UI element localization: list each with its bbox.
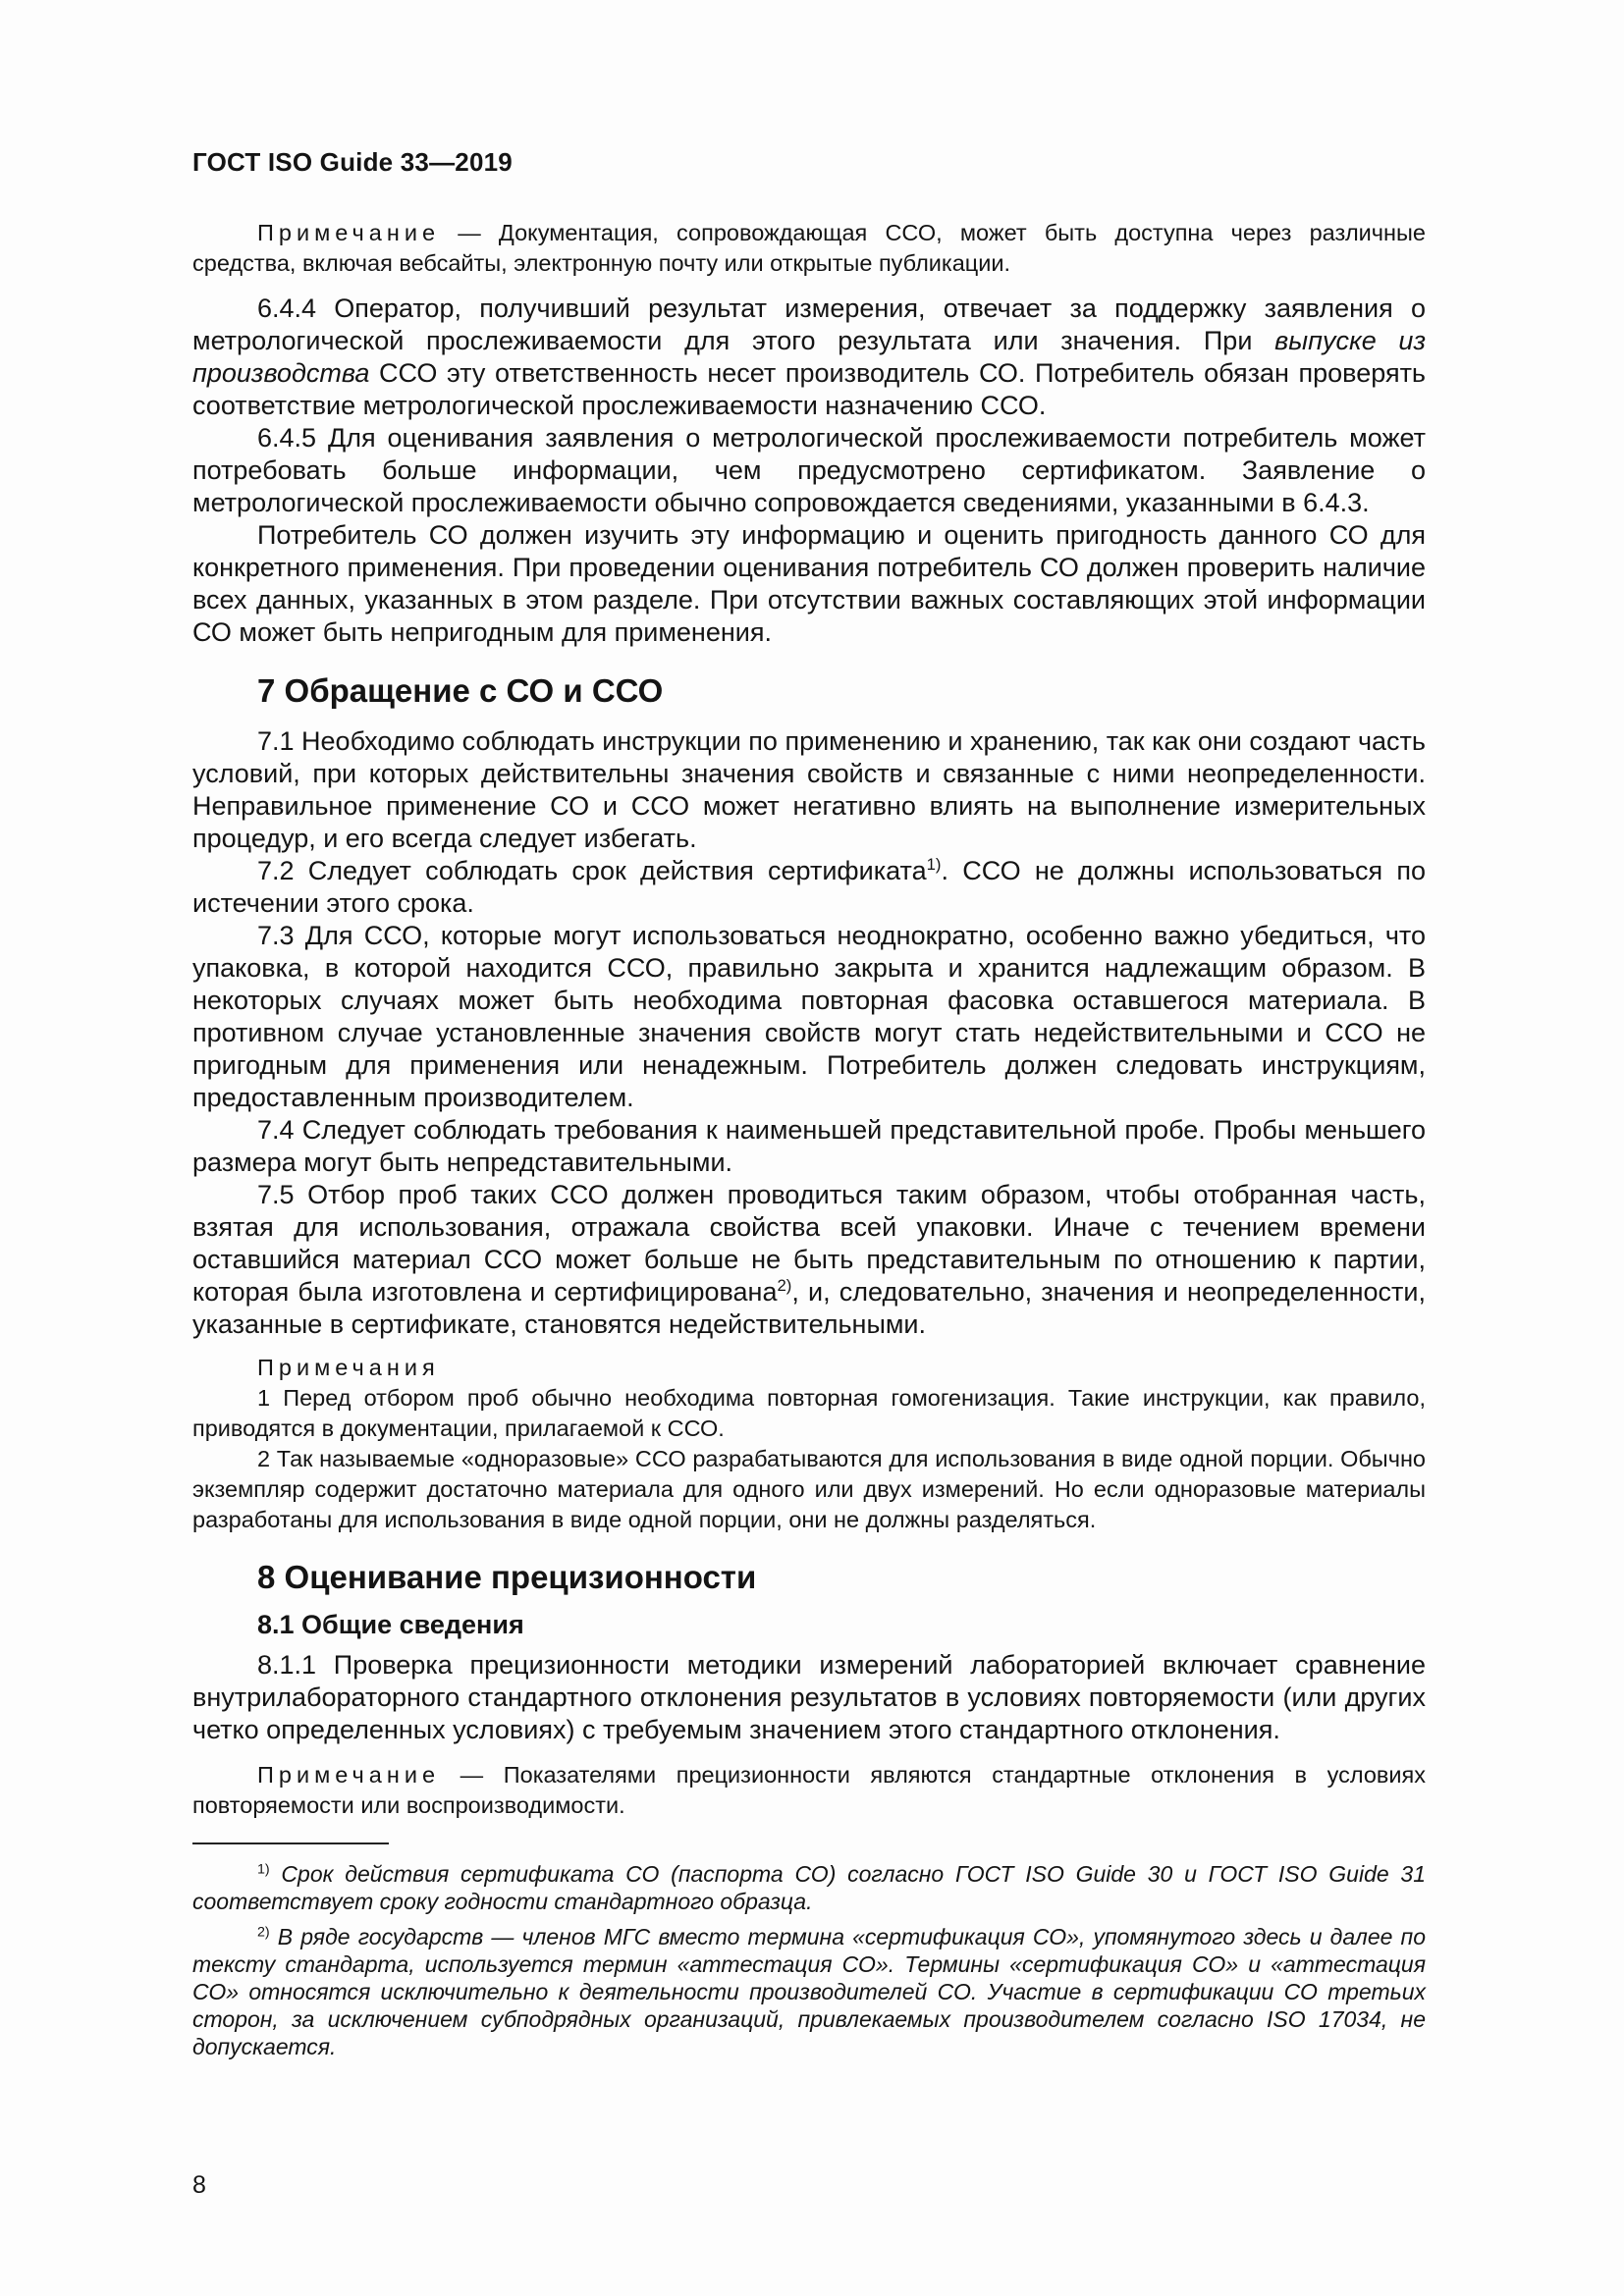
- emphasis-text: выпуске из производства: [192, 326, 1426, 388]
- footnote-mark-1: 1): [257, 1861, 270, 1878]
- paragraph-7-5: 7.5 Отбор проб таких ССО должен проводиться таким образом, чтобы отобранная часть, взятая для использования, отражала свойства всей упаковки. Иначе с течением времени оставшийся материал ССО может больше не быть представительным по отношению к партии, которая была изготовлена и сертифицирована$^{2)}$, и, следовательно, значения и неопределенности, указанные в сертификате, становятся недействительными.: [192, 1180, 1426, 1339]
- footnote-1: $^{1)}$ Срок действия сертификата СО (паспорта СО) согласно ГОСТ ISO Guide 30 и ГОСТ ISO Guide 31 соответствует сроку годности стандартного образца.: [192, 1861, 1426, 1914]
- section-7-heading: 7 Обращение с СО и ССО: [257, 672, 664, 709]
- footnote-2: $^{2)}$ В ряде государств — членов МГС вместо термина «сертификация СО», упомянутого здесь и далее по тексту стандарта, используется термин «аттестация СО». Термины «сертификация СО» и «аттестация СО» относятся исключительно к деятельности производителей СО. Участие в сертификации СО третьих сторон, за исключением субподрядных организаций, привлекаемых производителем согласно ISO 17034, не допускается.: [192, 1924, 1426, 2059]
- section-8-heading: 8 Оценивание прецизионности: [257, 1559, 757, 1595]
- notes-label: Примечания: [257, 1355, 440, 1380]
- footnote-ref-2[interactable]: 2): [777, 1276, 792, 1295]
- page-body: [192, 218, 1426, 2060]
- paragraph-7-2: 7.2 Следует соблюдать срок действия сертификата$^{1)}$. ССО не должны использоваться по истечении этого срока.: [192, 855, 1426, 918]
- footnote-mark-2: 2): [257, 1924, 270, 1941]
- footnote-ref-1[interactable]: 1): [926, 855, 942, 874]
- note-text: — Показателями прецизионности являются стандартные отклонения в условиях повторяемости или воспроизводимости.: [192, 1762, 1426, 1818]
- paragraph-6-4-5: 6.4.5 Для оценивания заявления о метрологической прослеживаемости потребитель может потребовать больше информации, чем предусмотрено сертификатом. Заявление о метрологической прослеживаемости обычно сопровождается сведениями, указанными в 6.4.3.: [192, 423, 1426, 517]
- note-label: Примечание: [257, 220, 441, 245]
- note-documentation: [192, 218, 1426, 279]
- paragraph-8-1-1: 8.1.1 Проверка прецизионности методики измерений лабораторией включает сравнение внутрилабораторного стандартного отклонения результатов в условиях повторяемости (или других четко определенных условиях) с требуемым значением этого стандартного отклонения.: [192, 1650, 1426, 1744]
- paragraph-7-4: 7.4 Следует соблюдать требования к наименьшей представительной пробе. Пробы меньшего размера могут быть непредставительными.: [192, 1115, 1426, 1177]
- paragraph-6-4-5-continued: Потребитель СО должен изучить эту информацию и оценить пригодность данного СО для конкретного применения. При проведении оценивания потребитель СО должен проверить наличие всех данных, указанных в этом разделе. При отсутствии важных составляющих этой информации СО может быть непригодным для применения.: [192, 520, 1426, 647]
- note-text: — Документация, сопровождающая ССО, может быть доступна через различные средства, включая вебсайты, электронную почту или открытые публикации.: [192, 220, 1426, 276]
- note-label: Примечание: [257, 1762, 441, 1788]
- note-precision: [192, 1760, 1426, 1821]
- paragraph-7-1: 7.1 Необходимо соблюдать инструкции по применению и хранению, так как они создают часть условий, при которых действительны значения свойств и связанные с ними неопределенности. Неправильное применение СО и ССО может негативно влиять на выполнение измерительных процедур, и его всегда следует избегать.: [192, 726, 1426, 853]
- paragraph-7-3: 7.3 Для ССО, которые могут использоваться неоднократно, особенно важно убедиться, что упаковка, в которой находится ССО, правильно закрыта и хранится надлежащим образом. В некоторых случаях может быть необходима повторная фасовка оставшегося материала. В противном случае установленные значения свойств могут стать недействительными и ССО не пригодным для применения или ненадежным. Потребитель должен следовать инструкциям, предоставленным производителем.: [192, 921, 1426, 1112]
- page-number: 8: [192, 2171, 206, 2199]
- running-header: ГОСТ ISO Guide 33—2019: [192, 147, 513, 177]
- subsection-8-1-heading: 8.1 Общие сведения: [257, 1610, 524, 1639]
- note-1: 1 Перед отбором проб обычно необходима повторная гомогенизация. Такие инструкции, как правило, приводятся в документации, прилагаемой к ССО.: [192, 1385, 1426, 1441]
- footnote-separator: [192, 1842, 389, 1844]
- note-2: 2 Так называемые «одноразовые» ССО разрабатываются для использования в виде одной порции. Обычно экземпляр содержит достаточно материала для одного или двух измерений. Но если одноразовые материалы разработаны для использования в виде одной порции, они не должны разделяться.: [192, 1446, 1426, 1532]
- paragraph-6-4-4: 6.4.4 Оператор, получивший результат измерения, отвечает за поддержку заявления о метрологической прослеживаемости для этого результата или значения. При выпуске из производства ССО эту ответственность несет производитель СО. Потребитель обязан проверять соответствие метрологической прослеживаемости назначению ССО.: [192, 294, 1426, 420]
